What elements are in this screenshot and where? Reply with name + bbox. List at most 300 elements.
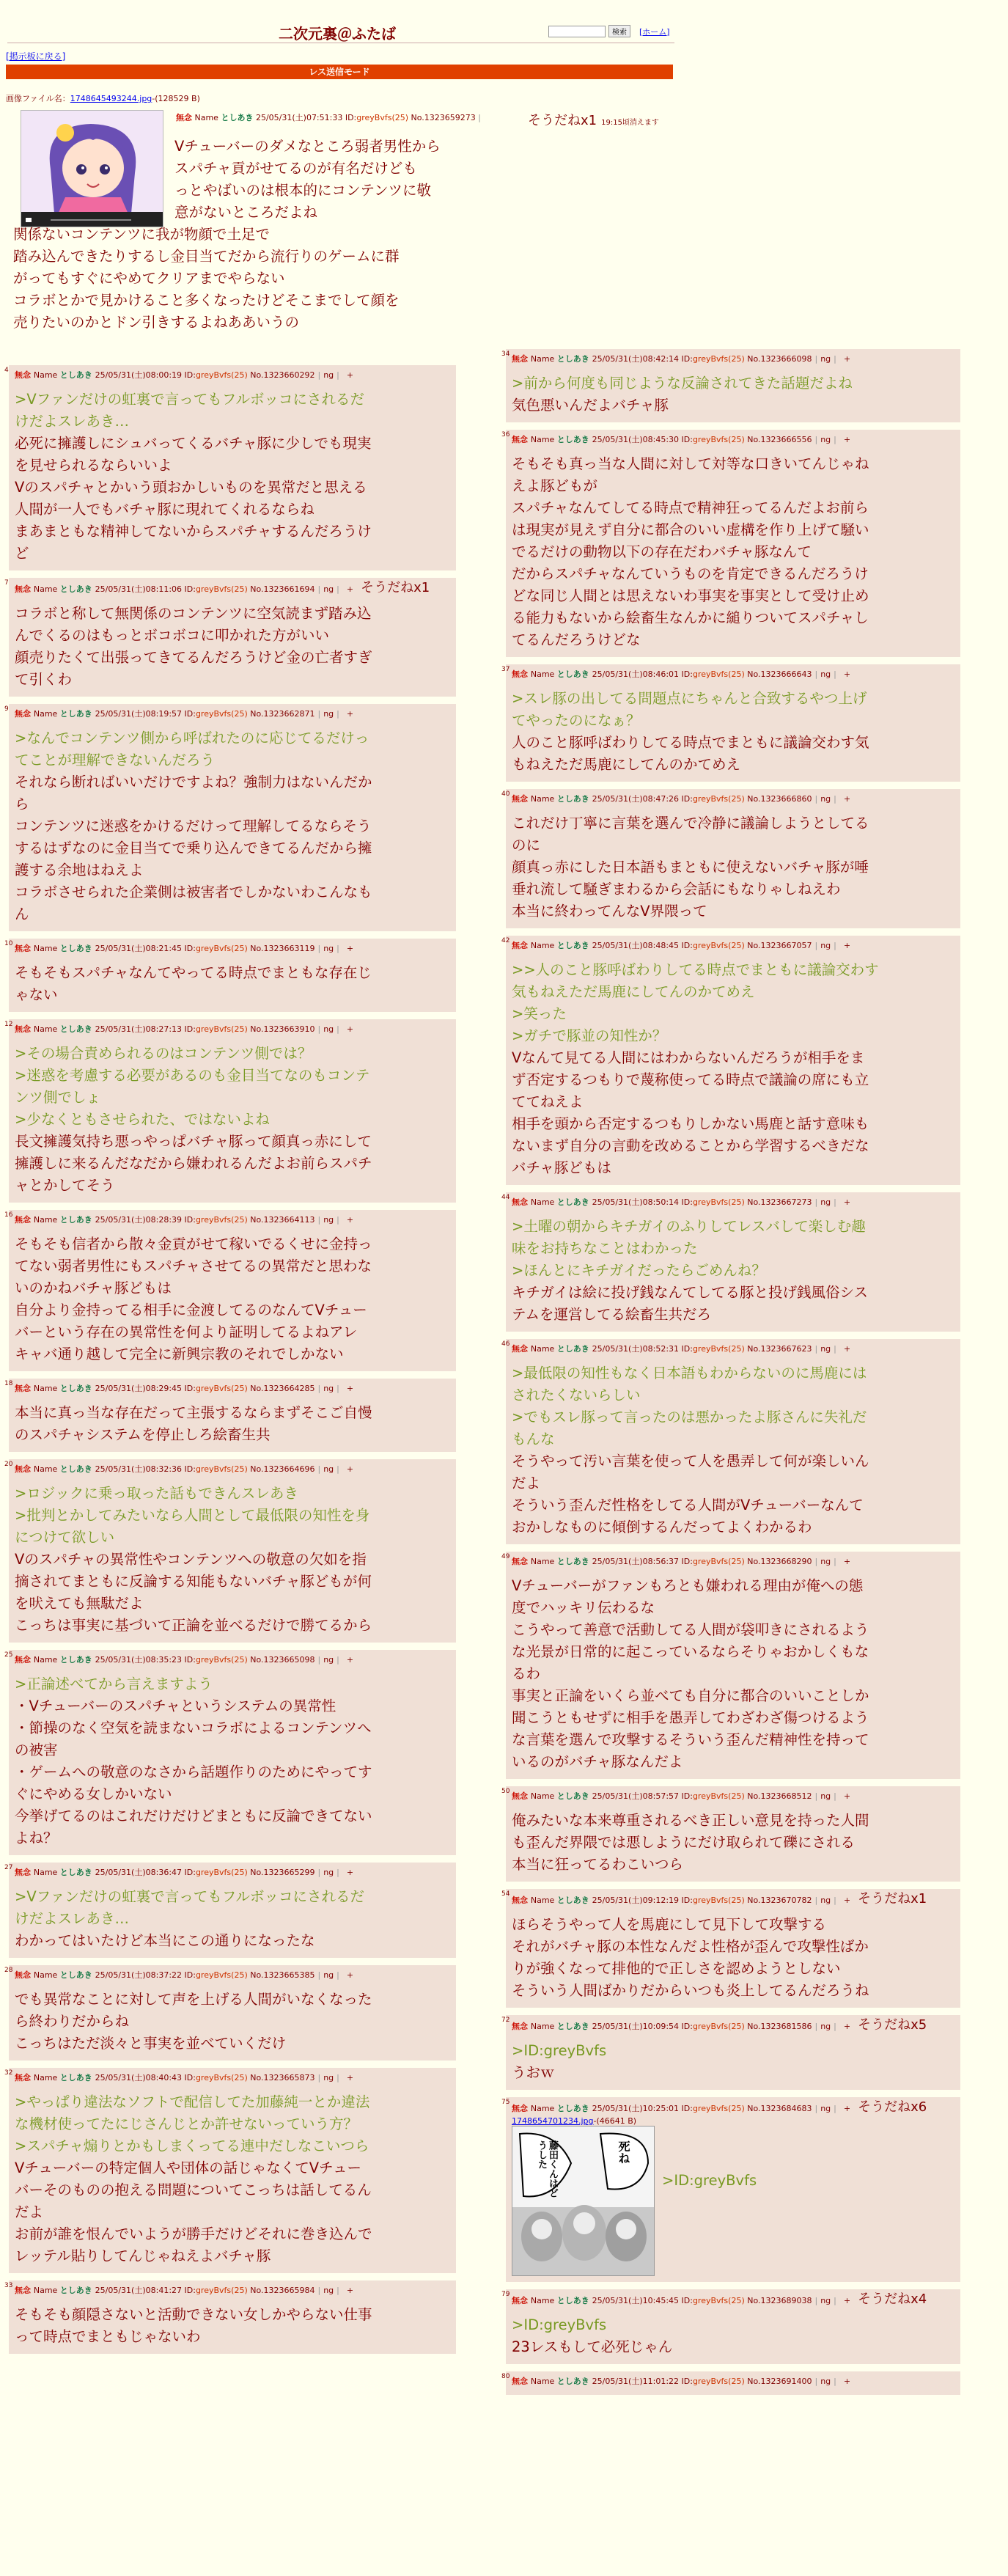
op-name-label: Name bbox=[194, 113, 218, 122]
ng-button[interactable]: ng bbox=[820, 1896, 831, 1905]
plus-button[interactable]: + bbox=[843, 1344, 851, 1354]
separator: | bbox=[336, 944, 339, 953]
op-soudane-count[interactable]: そうだねx1 bbox=[528, 113, 597, 128]
reply-meta bbox=[15, 942, 450, 956]
reply-line: ャとかしてそう bbox=[15, 1177, 115, 1194]
separator: | bbox=[834, 1791, 836, 1801]
reply-post-number[interactable]: No.1323668512 bbox=[744, 1791, 812, 1801]
reply-meta bbox=[512, 1789, 954, 1804]
reply-name-label: Name bbox=[530, 2296, 557, 2305]
separator: | bbox=[317, 1024, 321, 1034]
reply-meta bbox=[15, 1462, 450, 1477]
reply-id[interactable]: ID:greyBvfs(25) bbox=[681, 2022, 745, 2031]
reply-name-label: Name bbox=[33, 2286, 60, 2295]
reply-meta bbox=[15, 1022, 450, 1037]
separator: | bbox=[814, 2296, 818, 2305]
plus-button[interactable]: + bbox=[346, 1384, 354, 1393]
op-name: としあき bbox=[221, 113, 254, 122]
ng-button[interactable]: ng bbox=[323, 2286, 334, 2295]
reply-id[interactable]: ID:greyBvfs(25) bbox=[184, 1868, 248, 1877]
reply-line: コラボさせられた企業側は被害者でしかないわこんなも bbox=[15, 884, 372, 900]
plus-button[interactable]: + bbox=[346, 1970, 354, 1980]
reply-post-number[interactable]: No.1323684683 bbox=[744, 2104, 812, 2113]
reply-line: おかしなものに傾倒するんだってよくわかるわ bbox=[512, 1519, 812, 1535]
reply-post bbox=[4, 2068, 456, 2273]
reply-line: 度でハッキリ伝わるな bbox=[512, 1599, 655, 1616]
reply-body bbox=[15, 1233, 450, 1365]
separator: | bbox=[336, 1215, 339, 1225]
plus-button[interactable]: + bbox=[843, 1557, 851, 1566]
reply-line: テムを運営してる絵畜生共だろ bbox=[512, 1306, 712, 1323]
reply-line: こっちは事実に基づいて正論を並べるだけで勝てるから bbox=[15, 1617, 372, 1634]
reply-datetime: 25/05/31(土)08:21:45 bbox=[95, 944, 185, 953]
reply-id[interactable]: ID:greyBvfs(25) bbox=[184, 709, 248, 719]
reply-line: >前から何度も同じような反論されてきた話題だよね bbox=[512, 375, 853, 392]
reply-soudane[interactable]: そうだねx6 bbox=[858, 2099, 927, 2115]
op-soudane[interactable] bbox=[528, 110, 659, 129]
reply-line: >笑った bbox=[512, 1005, 567, 1022]
reply-line: こっちはただ淡々と事実を並べていくだけ bbox=[15, 2035, 287, 2052]
reply-post-number[interactable]: No.1323664285 bbox=[247, 1384, 315, 1393]
ng-button[interactable]: ng bbox=[820, 1344, 831, 1354]
reply-index: 37 bbox=[501, 666, 510, 673]
ng-button[interactable]: ng bbox=[323, 1655, 334, 1665]
reply-id[interactable]: ID:greyBvfs(25) bbox=[681, 2104, 745, 2113]
separator: | bbox=[317, 709, 321, 719]
reply-id[interactable]: ID:greyBvfs(25) bbox=[681, 941, 745, 950]
op-body-line: スパチャ貢がせてるのが有名だけども bbox=[174, 160, 417, 177]
reply-id[interactable]: ID:greyBvfs(25) bbox=[184, 1024, 248, 1034]
separator: | bbox=[834, 2377, 836, 2386]
separator: | bbox=[834, 2104, 836, 2113]
plus-button[interactable]: + bbox=[843, 435, 851, 444]
op-body bbox=[13, 136, 482, 334]
reply-line: ず否定するつもりで蔑称使ってる時点で議論の席にも立 bbox=[512, 1071, 869, 1088]
reply-post-number[interactable]: No.1323664696 bbox=[247, 1464, 315, 1474]
reply-index: 46 bbox=[501, 1340, 510, 1348]
reply-datetime: 25/05/31(土)08:32:36 bbox=[95, 1464, 185, 1474]
reply-file-link[interactable]: 1748654701234.jpg bbox=[512, 2116, 594, 2126]
op-id[interactable]: greyBvfs(25) bbox=[356, 113, 409, 122]
reply-name: としあき bbox=[59, 1215, 95, 1225]
reply-line: 23レスもして必死じゃん bbox=[512, 2338, 673, 2355]
ng-button[interactable]: ng bbox=[323, 2073, 334, 2083]
reply-soudane[interactable]: そうだねx1 bbox=[858, 1891, 927, 1907]
reply-meta bbox=[512, 2374, 954, 2389]
reply-subject: 無念 bbox=[15, 584, 34, 594]
reply-post-number[interactable]: No.1323667623 bbox=[744, 1344, 812, 1354]
reply-subject: 無念 bbox=[15, 1215, 34, 1225]
separator: | bbox=[814, 669, 818, 679]
ng-button[interactable]: ng bbox=[820, 435, 831, 444]
reply-line: もんな bbox=[512, 1431, 555, 1447]
reply-id[interactable]: ID:greyBvfs(25) bbox=[681, 1197, 745, 1207]
ng-button[interactable]: ng bbox=[820, 2377, 831, 2386]
ng-button[interactable]: ng bbox=[820, 669, 831, 679]
reply-id[interactable]: ID:greyBvfs(25) bbox=[681, 1791, 745, 1801]
reply-post bbox=[4, 1379, 456, 1452]
reply-body bbox=[512, 688, 954, 776]
separator: | bbox=[336, 709, 339, 719]
reply-id[interactable]: ID:greyBvfs(25) bbox=[184, 2073, 248, 2083]
op-id-label: ID: bbox=[345, 113, 357, 122]
reply-name: としあき bbox=[556, 2377, 592, 2386]
reply-line: 俺みたいな本来尊重されるべき正しい意見を持った人間 bbox=[512, 1812, 869, 1829]
reply-subject: 無念 bbox=[15, 2286, 34, 2295]
reply-subject: 無念 bbox=[15, 1024, 34, 1034]
reply-line: ないまず自分の言動を改めることから学習するべきだな bbox=[512, 1137, 869, 1154]
reply-line: んでくるのはもっとボコボコに叩かれた方がいい bbox=[15, 627, 330, 644]
reply-post bbox=[501, 936, 960, 1185]
reply-post bbox=[4, 578, 456, 697]
ng-button[interactable]: ng bbox=[323, 584, 334, 594]
reply-meta bbox=[512, 1342, 954, 1357]
reply-soudane[interactable]: そうだねx4 bbox=[858, 2291, 927, 2307]
reply-file-info: 1748654701234.jpg-(46641 B) bbox=[512, 2116, 637, 2126]
reply-id[interactable]: ID:greyBvfs(25) bbox=[184, 584, 248, 594]
op-body-line: 意がないところだよね bbox=[174, 204, 318, 221]
reply-index: 42 bbox=[501, 937, 510, 944]
reply-post-number[interactable]: No.1323663910 bbox=[247, 1024, 315, 1034]
reply-line: キャバ通り越して完全に新興宗教のそれでしかない bbox=[15, 1346, 344, 1362]
separator: | bbox=[814, 2104, 818, 2113]
reply-post-number[interactable]: No.1323665385 bbox=[247, 1970, 315, 1980]
reply-body bbox=[15, 603, 450, 691]
plus-button[interactable]: + bbox=[346, 1464, 354, 1474]
reply-id[interactable]: ID:greyBvfs(25) bbox=[681, 2377, 745, 2386]
reply-id[interactable]: ID:greyBvfs(25) bbox=[681, 354, 745, 364]
reply-post-number[interactable]: No.1323662871 bbox=[247, 709, 315, 719]
separator: | bbox=[317, 1868, 321, 1877]
reply-line: ら bbox=[15, 796, 29, 812]
reply-post-number[interactable]: No.1323668290 bbox=[744, 1557, 812, 1566]
board-title: 二次元裏＠ふたば bbox=[279, 25, 396, 43]
reply-meta bbox=[512, 352, 954, 367]
reply-body bbox=[15, 1989, 450, 2055]
plus-button[interactable]: + bbox=[346, 1215, 354, 1225]
reply-line: バーという存在の異常性を何より証明してるよねアレ bbox=[15, 1324, 358, 1340]
reply-index: 32 bbox=[4, 2069, 13, 2077]
reply-line: そうやって汚い言葉を使って人を愚弄して何が楽しいん bbox=[512, 1453, 869, 1469]
home-link[interactable]: [ホーム] bbox=[639, 26, 670, 37]
search-input[interactable] bbox=[548, 26, 606, 37]
reply-line: な光景が日常的に起こっているならそりゃおかしくもな bbox=[512, 1643, 869, 1660]
reply-line: りが強くなって排他的で正しさを認めようとしない bbox=[512, 1960, 841, 1977]
op-file-link[interactable]: 1748645493244.jpg bbox=[70, 94, 152, 103]
ng-button[interactable]: ng bbox=[820, 941, 831, 950]
op-post-number[interactable]: No.1323659273 bbox=[411, 113, 476, 122]
reply-index: 12 bbox=[4, 1021, 13, 1028]
ng-button[interactable]: ng bbox=[323, 1464, 334, 1474]
ng-button[interactable]: ng bbox=[323, 709, 334, 719]
reply-name-label: Name bbox=[530, 1896, 557, 1905]
ng-button[interactable]: ng bbox=[820, 2104, 831, 2113]
reply-line: スパチャなんてしてる時点で精神狂ってるんだよお前ら bbox=[512, 499, 869, 516]
reply-name-label: Name bbox=[530, 2377, 557, 2386]
reply-datetime: 25/05/31(土)10:45:45 bbox=[592, 2296, 682, 2305]
plus-button[interactable]: + bbox=[843, 2022, 851, 2031]
reply-line: も歪んだ界隈では悪しようにだけ取られて礫にされる bbox=[512, 1834, 856, 1851]
op-meta: 無念 Name としあき 25/05/31(土)07:51:33 ID:greyBvfs(25) No.1323659273 | bbox=[176, 113, 482, 122]
reply-post-number[interactable]: No.1323661694 bbox=[247, 584, 315, 594]
back-to-board-link[interactable]: [掲示板に戻る] bbox=[6, 51, 66, 62]
reply-line: >>人のこと豚呼ばわりしてる時点でまともに議論交わす bbox=[512, 961, 879, 978]
reply-line: 垂れ流して騒ぎまわるから会話にもなりゃしねえわ bbox=[512, 881, 841, 898]
reply-id[interactable]: ID:greyBvfs(25) bbox=[681, 1557, 745, 1566]
reply-name-label: Name bbox=[530, 794, 557, 804]
image-bubble-right: 死ね bbox=[617, 2140, 630, 2164]
ng-button[interactable]: ng bbox=[820, 1791, 831, 1801]
reply-post-number[interactable]: No.1323689038 bbox=[744, 2296, 812, 2305]
reply-body bbox=[512, 453, 954, 651]
reply-name: としあき bbox=[59, 1868, 95, 1877]
reply-post-number[interactable]: No.1323666860 bbox=[744, 794, 812, 804]
reply-line: それがバチャ豚の本性なんだよ性格が歪んで攻撃性ばか bbox=[512, 1938, 869, 1955]
reply-id[interactable]: ID:greyBvfs(25) bbox=[184, 944, 248, 953]
file-size: (128529 B) bbox=[155, 94, 200, 103]
reply-subject: 無念 bbox=[512, 1896, 531, 1905]
search-area bbox=[548, 25, 670, 37]
reply-line: それなら断ればいいだけですよね？強制力はないんだか bbox=[15, 774, 372, 790]
reply-line: てない弱者男性にもスパチャさせてるの異常だと思わな bbox=[15, 1258, 372, 1274]
reply-meta bbox=[15, 1381, 450, 1396]
plus-button[interactable]: + bbox=[346, 2073, 354, 2083]
reply-line: >土曜の朝からキチガイのふりしてレスバして楽しむ趣 bbox=[512, 1218, 866, 1235]
reply-post-number[interactable]: No.1323670782 bbox=[744, 1896, 812, 1905]
reply-post-number[interactable]: No.1323665984 bbox=[247, 2286, 315, 2295]
reply-datetime: 25/05/31(土)08:36:47 bbox=[95, 1868, 185, 1877]
reply-line: Vのスパチャとかいう頭おかしいものを異常だと思える bbox=[15, 479, 367, 496]
ng-button[interactable]: ng bbox=[820, 2296, 831, 2305]
reply-name: としあき bbox=[59, 1655, 95, 1665]
ng-button[interactable]: ng bbox=[820, 2022, 831, 2031]
reply-index: 28 bbox=[4, 1967, 13, 1974]
reply-id[interactable]: ID:greyBvfs(25) bbox=[184, 370, 248, 380]
op-body-line: っとやばいのは根本的にコンテンツに敬 bbox=[174, 182, 432, 199]
reply-id[interactable]: ID:greyBvfs(25) bbox=[681, 794, 745, 804]
reply-body bbox=[512, 1362, 954, 1538]
reply-line: コラボと称して無関係のコンテンツに空気読まず踏み込 bbox=[15, 605, 372, 622]
reply-datetime: 25/05/31(土)09:12:19 bbox=[592, 1896, 682, 1905]
reply-name-label: Name bbox=[530, 354, 557, 364]
reply-line: てことが理解できないんだろう bbox=[15, 752, 216, 768]
reply-datetime: 25/05/31(土)08:11:06 bbox=[95, 584, 185, 594]
ng-button[interactable]: ng bbox=[323, 1384, 334, 1393]
reply-body bbox=[15, 1043, 450, 1197]
reply-body bbox=[512, 1575, 954, 1773]
reply-line: >少なくともさせられた、ではないよね bbox=[15, 1111, 270, 1128]
reply-id[interactable]: ID:greyBvfs(25) bbox=[184, 1384, 248, 1393]
plus-button[interactable]: + bbox=[346, 2286, 354, 2295]
reply-name: としあき bbox=[556, 1791, 592, 1801]
plus-button[interactable]: + bbox=[843, 354, 851, 364]
reply-body bbox=[15, 962, 450, 1006]
ng-button[interactable]: ng bbox=[820, 1557, 831, 1566]
reply-post-number[interactable]: No.1323681586 bbox=[744, 2022, 812, 2031]
plus-button[interactable]: + bbox=[843, 669, 851, 679]
reply-line: る能力もないから絵畜生なんかに縋りついてスパチャし bbox=[512, 609, 869, 626]
reply-post-number[interactable]: No.1323667273 bbox=[744, 1197, 812, 1207]
reply-post bbox=[501, 664, 960, 782]
plus-button[interactable]: + bbox=[346, 1868, 354, 1877]
reply-body bbox=[15, 389, 450, 565]
ng-button[interactable]: ng bbox=[323, 1868, 334, 1877]
separator: | bbox=[834, 435, 836, 444]
ng-button[interactable]: ng bbox=[323, 1215, 334, 1225]
reply-id[interactable]: ID:greyBvfs(25) bbox=[184, 1215, 248, 1225]
reply-line: ・節操のなく空気を読まないコラボによるコンテンツへ bbox=[15, 1720, 372, 1736]
reply-post-number[interactable]: No.1323666643 bbox=[744, 669, 812, 679]
reply-soudane[interactable]: そうだねx1 bbox=[361, 580, 430, 595]
reply-line: >やっぱり違法なソフトで配信してた加藤純一とか違法 bbox=[15, 2094, 370, 2110]
separator: | bbox=[317, 1464, 321, 1474]
reply-line: な言葉を選んで攻撃するそういう歪んだ精神性を持って bbox=[512, 1731, 869, 1748]
reply-id[interactable]: ID:greyBvfs(25) bbox=[184, 1970, 248, 1980]
reply-name: としあき bbox=[556, 354, 592, 364]
plus-button[interactable]: + bbox=[843, 941, 851, 950]
separator: | bbox=[814, 1791, 818, 1801]
reply-subject: 無念 bbox=[512, 1344, 531, 1354]
plus-button[interactable]: + bbox=[843, 2296, 851, 2305]
plus-button[interactable]: + bbox=[843, 794, 851, 804]
separator: | bbox=[814, 435, 818, 444]
separator: | bbox=[336, 2286, 339, 2295]
op-body-line: がってもすぐにやめてクリアまでやらない bbox=[13, 270, 285, 287]
reply-post-number[interactable]: No.1323665299 bbox=[247, 1868, 315, 1877]
reply-line: そういう人間ばかりだからいつも炎上してるんだろうね bbox=[512, 1982, 869, 1999]
reply-post-number[interactable]: No.1323667057 bbox=[744, 941, 812, 950]
reply-index: 18 bbox=[4, 1380, 13, 1387]
separator: | bbox=[336, 1868, 339, 1877]
reply-meta bbox=[15, 1653, 450, 1667]
reply-datetime: 25/05/31(土)10:25:01 bbox=[592, 2104, 682, 2113]
reply-post-number[interactable]: No.1323660292 bbox=[247, 370, 315, 380]
reply-subject: 無念 bbox=[512, 1557, 531, 1566]
separator: | bbox=[317, 1384, 321, 1393]
reply-body bbox=[512, 1216, 954, 1326]
reply-id[interactable]: ID:greyBvfs(25) bbox=[681, 1896, 745, 1905]
reply-line: するはずなのに金目当てで乗り込んできてるんだから擁 bbox=[15, 840, 372, 856]
reply-name: としあき bbox=[556, 2104, 592, 2113]
reply-id[interactable]: ID:greyBvfs(25) bbox=[681, 1344, 745, 1354]
reply-id[interactable]: ID:greyBvfs(25) bbox=[184, 1655, 248, 1665]
replies-right-column bbox=[501, 349, 960, 2402]
reply-line: コンテンツに迷惑をかけるだけって理解してるならそう bbox=[15, 818, 372, 834]
plus-button[interactable]: + bbox=[346, 370, 354, 380]
ng-button[interactable]: ng bbox=[820, 794, 831, 804]
reply-line: 事実と正論をいくら並べても自分に都合のいいことしか bbox=[512, 1687, 869, 1704]
reply-datetime: 25/05/31(土)08:52:31 bbox=[592, 1344, 682, 1354]
reply-subject: 無念 bbox=[512, 1791, 531, 1801]
reply-name-label: Name bbox=[33, 709, 60, 719]
reply-subject: 無念 bbox=[15, 1868, 34, 1877]
reply-post-number[interactable]: No.1323666556 bbox=[744, 435, 812, 444]
ng-button[interactable]: ng bbox=[820, 354, 831, 364]
reply-name-label: Name bbox=[530, 435, 557, 444]
reply-line: ンツ側でしょ bbox=[15, 1089, 101, 1106]
reply-name-label: Name bbox=[33, 584, 60, 594]
reply-line: そもそも信者から散々金貢がせて稼いでるくせに金持っ bbox=[15, 1236, 372, 1252]
reply-datetime: 25/05/31(土)08:56:37 bbox=[592, 1557, 682, 1566]
reply-post-number[interactable]: No.1323691400 bbox=[744, 2377, 812, 2386]
reply-index: 9 bbox=[4, 705, 9, 713]
reply-thumbnail-image[interactable] bbox=[512, 2126, 655, 2276]
reply-subject: 無念 bbox=[512, 2022, 531, 2031]
ng-button[interactable]: ng bbox=[323, 1970, 334, 1980]
reply-id[interactable]: ID:greyBvfs(25) bbox=[681, 2296, 745, 2305]
reply-index: 72 bbox=[501, 2017, 510, 2024]
reply-line: こうやって善意で活動してる人間が袋叩きにされるよう bbox=[512, 1621, 869, 1638]
reply-meta bbox=[512, 792, 954, 807]
reply-line: ・ゲームへの敬意のなさから話題作りのためにやってす bbox=[15, 1764, 372, 1780]
reply-line: どな同じ人間とは思えないわ事実を事実として受け止め bbox=[512, 587, 869, 604]
plus-button[interactable]: + bbox=[843, 2377, 851, 2386]
reply-line: でるだけの動物以下の存在だわバチャ豚なんて bbox=[512, 543, 812, 560]
reply-name-label: Name bbox=[33, 1215, 60, 1225]
reply-meta bbox=[15, 707, 450, 722]
ng-button[interactable]: ng bbox=[820, 1197, 831, 1207]
separator: | bbox=[317, 1655, 321, 1665]
reply-datetime: 25/05/31(土)10:09:54 bbox=[592, 2022, 682, 2031]
reply-post bbox=[501, 1339, 960, 1544]
plus-button[interactable]: + bbox=[843, 1896, 851, 1905]
reply-line: >批判とかしてみたいなら人間として最低限の知性を身 bbox=[15, 1507, 370, 1524]
reply-id[interactable]: ID:greyBvfs(25) bbox=[681, 435, 745, 444]
reply-id[interactable]: ID:greyBvfs(25) bbox=[184, 1464, 248, 1474]
reply-line: >ID:greyBvfs bbox=[512, 2316, 607, 2333]
plus-button[interactable]: + bbox=[843, 1791, 851, 1801]
reply-post-number[interactable]: No.1323663119 bbox=[247, 944, 315, 953]
reply-post-number[interactable]: No.1323666098 bbox=[744, 354, 812, 364]
reply-name: としあき bbox=[556, 1557, 592, 1566]
plus-button[interactable]: + bbox=[346, 1655, 354, 1665]
reply-name: としあき bbox=[59, 370, 95, 380]
reply-post-number[interactable]: No.1323665098 bbox=[247, 1655, 315, 1665]
ng-button[interactable]: ng bbox=[323, 1024, 334, 1034]
reply-line: そもそも顔隠さないと活動できない女しかやらない仕事 bbox=[15, 2306, 372, 2323]
plus-button[interactable]: + bbox=[346, 944, 354, 953]
separator: | bbox=[814, 941, 818, 950]
ng-button[interactable]: ng bbox=[323, 944, 334, 953]
plus-button[interactable]: + bbox=[843, 2104, 851, 2113]
reply-line: ら終わりだからね bbox=[15, 2013, 130, 2030]
reply-index: 20 bbox=[4, 1461, 13, 1468]
ng-button[interactable]: ng bbox=[323, 370, 334, 380]
op-body-line: 踏み込んできたりするし金目当てだから流行りのゲームに群 bbox=[13, 248, 400, 265]
reply-line: ど bbox=[15, 545, 29, 562]
reply-post bbox=[4, 1459, 456, 1643]
reply-post-number[interactable]: No.1323665873 bbox=[247, 2073, 315, 2083]
reply-line: ぐにやめる女しかいない bbox=[15, 1786, 172, 1802]
reply-post bbox=[501, 2289, 960, 2364]
plus-button[interactable]: + bbox=[346, 709, 354, 719]
reply-soudane[interactable]: そうだねx5 bbox=[858, 2017, 927, 2033]
reply-subject: 無念 bbox=[512, 2296, 531, 2305]
plus-button[interactable]: + bbox=[346, 1024, 354, 1034]
reply-id[interactable]: ID:greyBvfs(25) bbox=[681, 669, 745, 679]
reply-meta bbox=[15, 2071, 450, 2085]
search-button[interactable]: 検索 bbox=[608, 25, 630, 37]
reply-name: としあき bbox=[59, 944, 95, 953]
reply-subject: 無念 bbox=[512, 435, 531, 444]
reply-meta bbox=[512, 433, 954, 447]
plus-button[interactable]: + bbox=[843, 1197, 851, 1207]
reply-id[interactable]: ID:greyBvfs(25) bbox=[184, 2286, 248, 2295]
reply-line: 今挙げてるのはこれだけだけどまともに反論できてない bbox=[15, 1808, 372, 1824]
reply-post-number[interactable]: No.1323664113 bbox=[247, 1215, 315, 1225]
plus-button[interactable]: + bbox=[346, 584, 354, 594]
file-label: 画像ファイル名： bbox=[6, 94, 70, 103]
